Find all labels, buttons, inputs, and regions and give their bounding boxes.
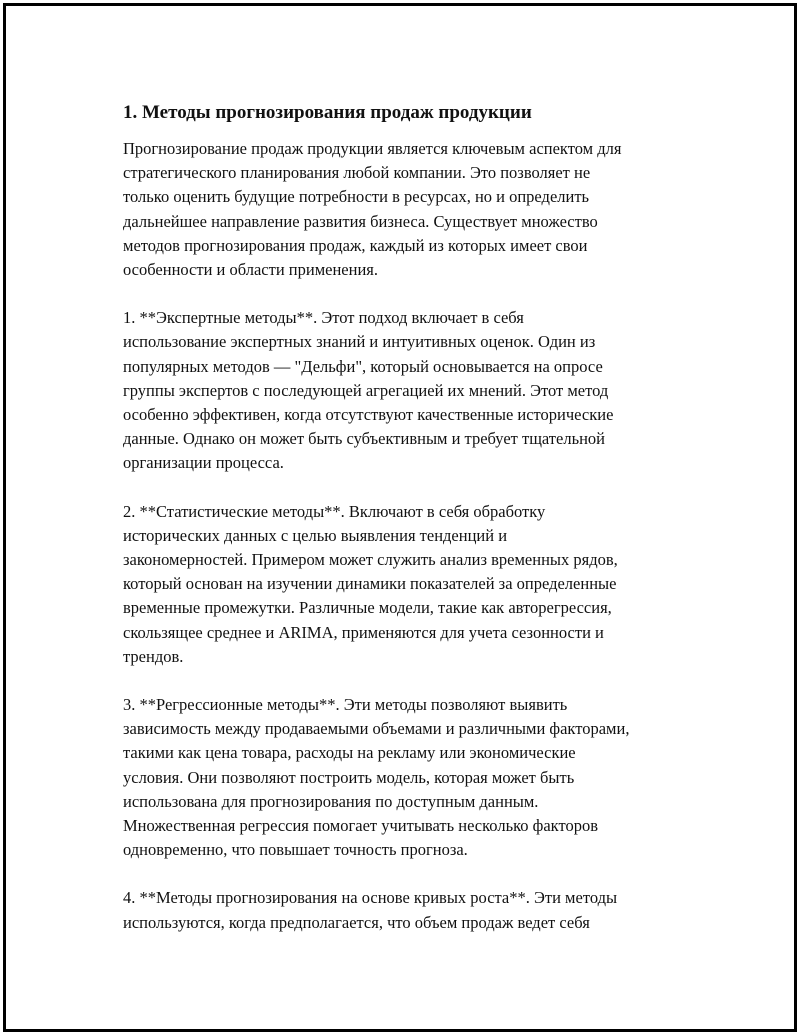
text-line: одновременно, что повышает точность прогноза. [123,840,468,860]
text-line: используются, когда предполагается, что объем продаж ведет себя [123,912,590,932]
text-line: условия. Они позволяют построить модель, которая может быть [123,767,575,787]
text-line: особенности и области применения. [123,260,378,280]
text-line: использование экспертных знаний и интуитивных оценок. Один из [123,332,596,352]
text-line: Множественная регрессия помогает учитывать несколько факторов [123,816,598,836]
text-line: такими как цена товара, расходы на рекламу или экономические [123,743,576,763]
text-line: группы экспертов с последующей агрегацией их мнений. Этот метод [123,380,609,400]
text-line: который основан на изучении динамики показателей за определенные [123,574,617,594]
text-line: исторических данных с целью выявления тенденций и [123,525,508,545]
text-line: временные промежутки. Различные модели, такие как авторегрессия, [123,598,612,618]
text-line: трендов. [123,646,184,666]
text-line: дальнейшее направление развития бизнеса. Существует множество [123,211,598,231]
section-heading: 1. Методы прогнозирования продаж продукции [123,102,532,123]
text-line: использована для прогнозирования по доступным данным. [123,791,539,811]
text-line: 4. **Методы прогнозирования на основе кривых роста**. Эти методы [123,888,618,908]
text-line: популярных методов — "Дельфи", который основывается на опросе [123,356,603,376]
text-line: Прогнозирование продаж продукции является ключевым аспектом для [123,139,622,158]
text-line: методов прогнозирования продаж, каждый из которых имеет свои [123,235,588,255]
text-line: организации процесса. [123,453,284,473]
paragraph-expert-methods [123,306,693,475]
text-line: данные. Однако он может быть субъективным и требует тщательной [123,429,606,449]
text-line: скользящее среднее и ARIMA, применяются для учета сезонности и [123,622,604,642]
text-line: 2. **Статистические методы**. Включают в себя обработку [123,501,546,521]
paragraph-regression-methods [123,693,693,862]
text-line: 1. **Экспертные методы**. Этот подход включает в себя [123,308,524,328]
paragraph-statistical-methods [123,500,693,669]
text-line: только оценить будущие потребности в ресурсах, но и определить [123,187,590,207]
text-line: стратегического планирования любой компании. Это позволяет не [123,163,591,183]
text-line: особенно эффективен, когда отсутствуют качественные исторические [123,405,614,425]
text-line: закономерностей. Примером может служить анализ временных рядов, [123,550,618,570]
paragraph-intro [123,137,693,282]
text-line: зависимость между продаваемыми объемами и различными факторами, [123,719,630,739]
document-body [123,99,693,959]
page-frame [3,3,797,1032]
text-line: 3. **Регрессионные методы**. Эти методы позволяют выявить [123,695,568,715]
paragraph-growth-curve-methods [123,886,693,934]
